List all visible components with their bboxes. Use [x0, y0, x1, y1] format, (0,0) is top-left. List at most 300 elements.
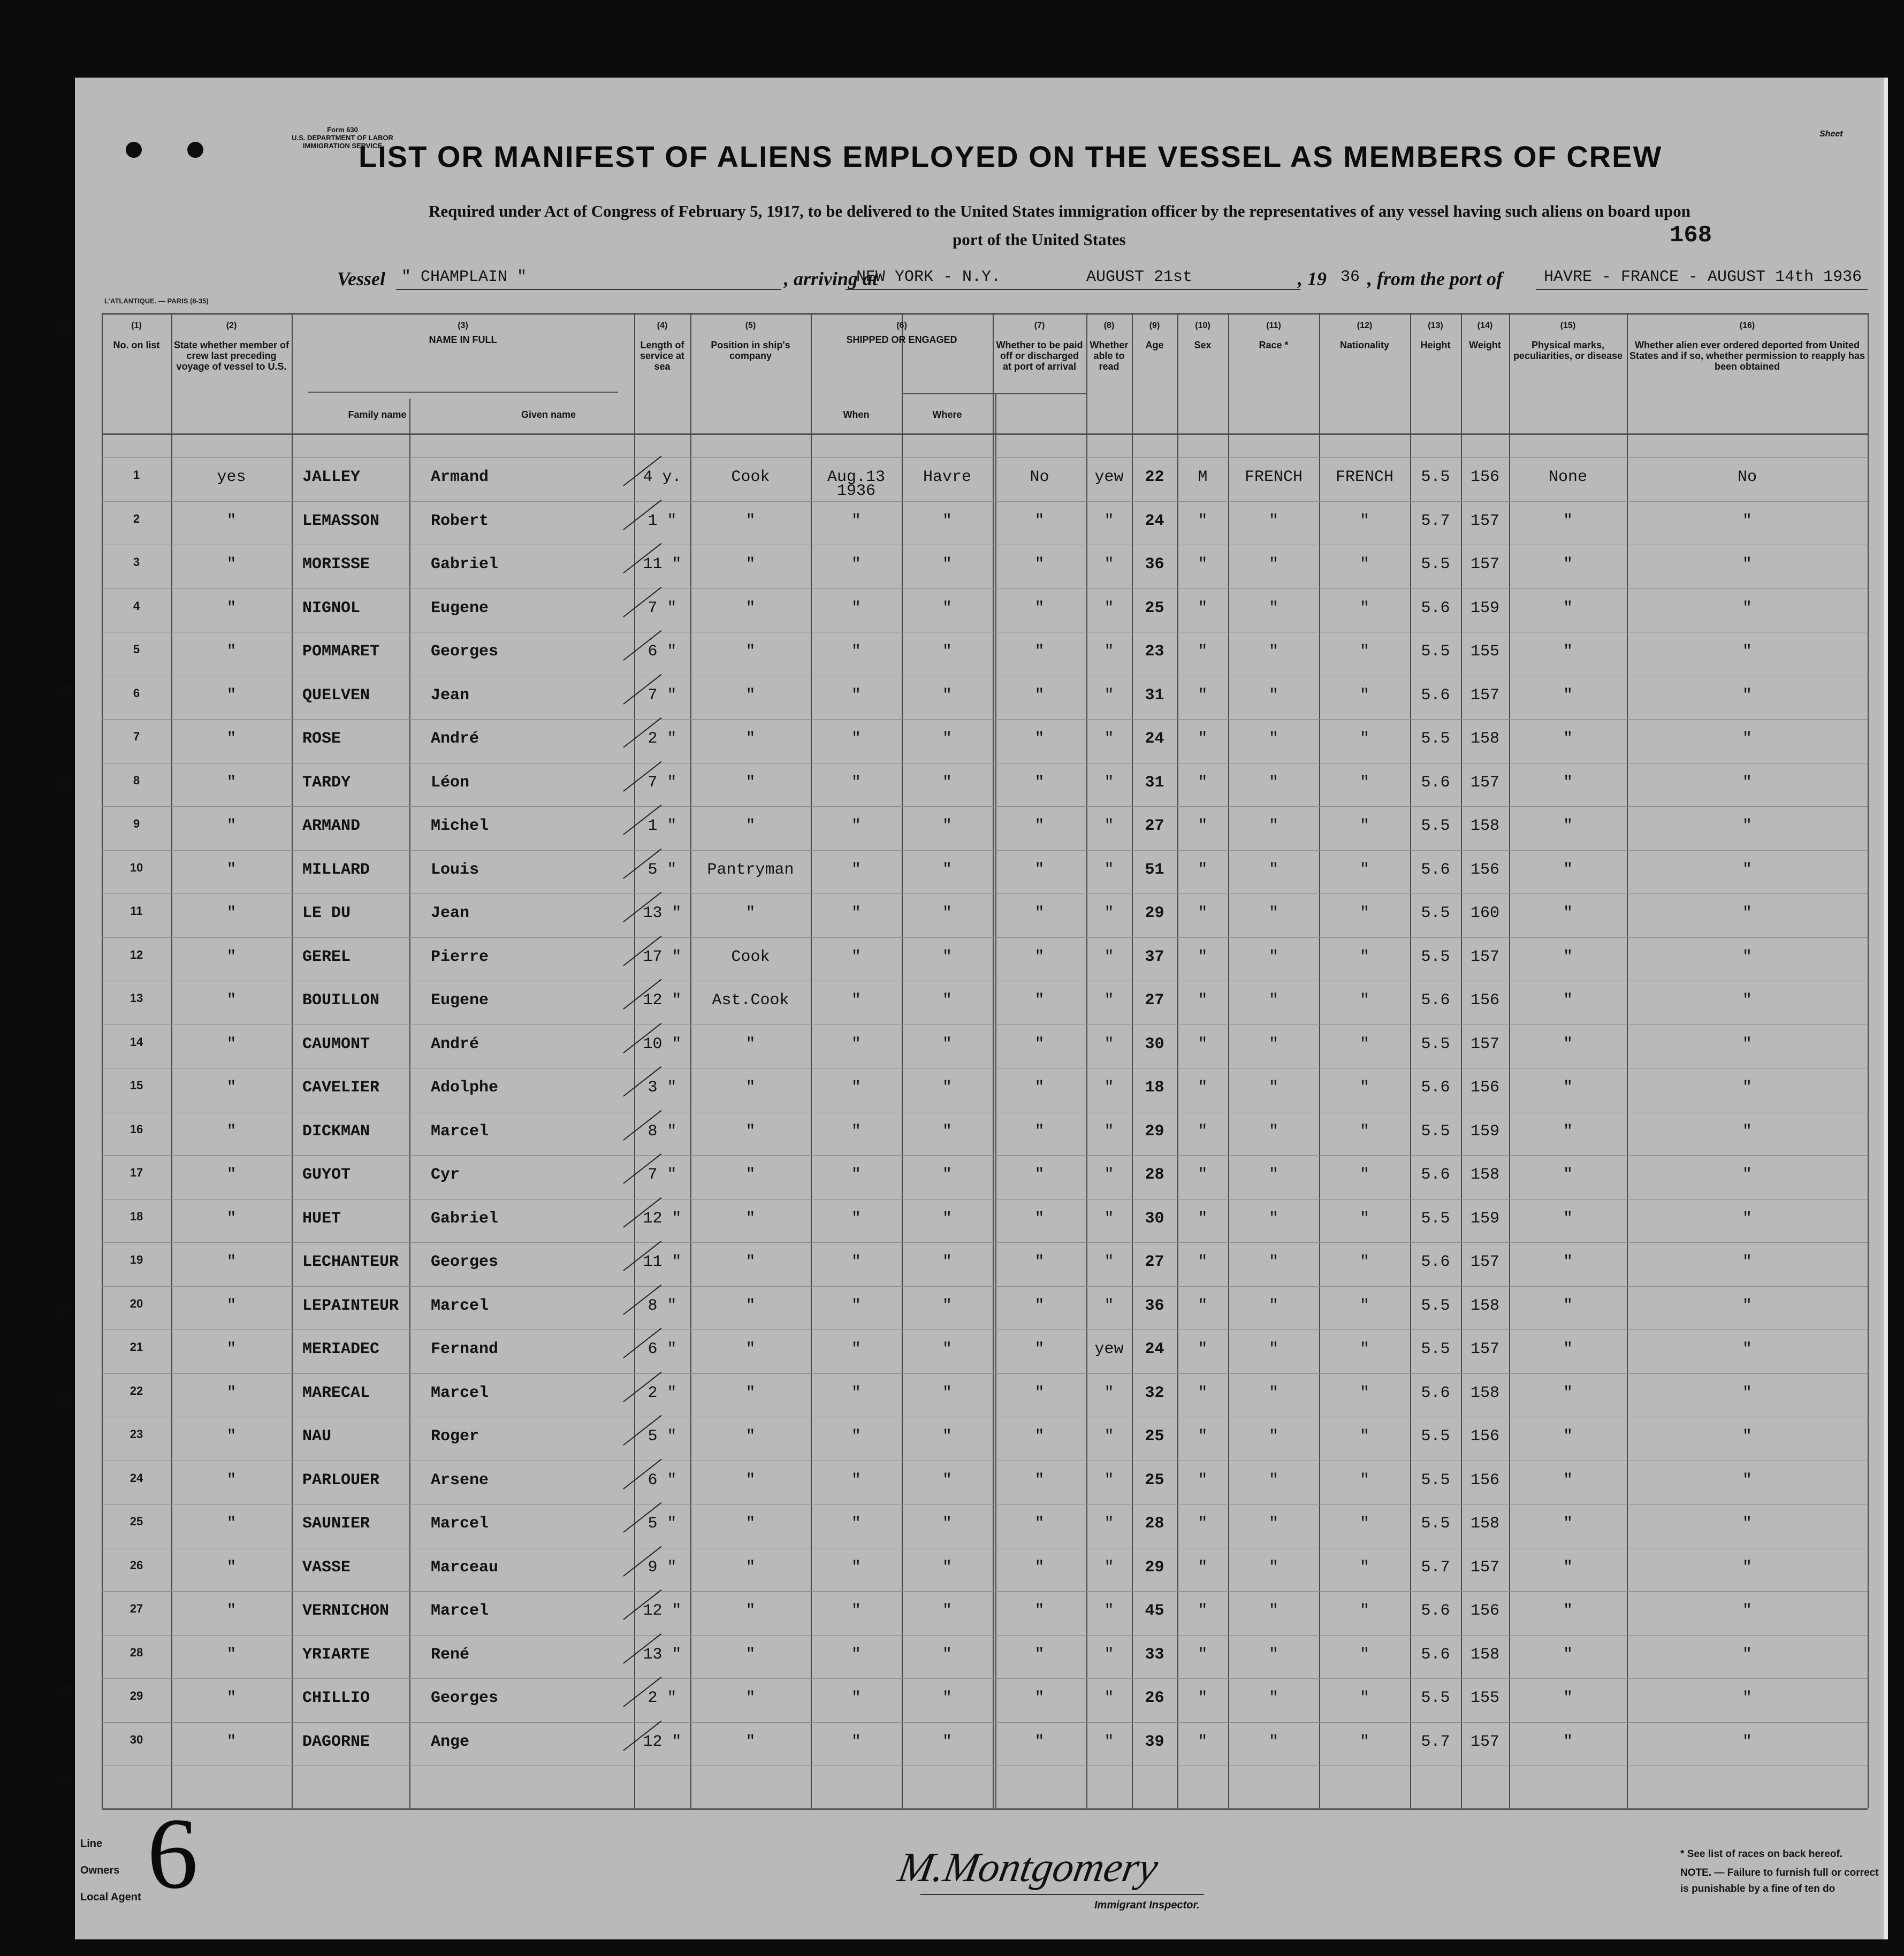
race-cell: ": [1268, 643, 1279, 661]
physical-marks-cell: ": [1563, 1209, 1573, 1228]
race-cell: ": [1268, 948, 1279, 966]
previous-voyage-cell: ": [226, 1122, 237, 1141]
previous-voyage-cell: ": [226, 1689, 237, 1707]
weight-cell: 159: [1470, 599, 1500, 617]
family-name-cell: POMMARET: [302, 643, 380, 661]
shipped-where-cell: ": [942, 1427, 953, 1446]
shipped-when-cell: ": [851, 555, 862, 574]
weight-cell: 158: [1470, 817, 1500, 835]
physical-marks-cell: ": [1563, 860, 1573, 879]
shipped-where-cell: ": [942, 1645, 953, 1664]
name-subheader-rule: [308, 392, 618, 393]
family-name-cell: LE DU: [302, 904, 351, 922]
family-name-cell: SAUNIER: [302, 1515, 370, 1533]
row-number: 30: [130, 1732, 143, 1746]
column-number: (10): [1195, 321, 1210, 330]
age-cell: 27: [1145, 1253, 1164, 1271]
able-to-read-cell: ": [1104, 1602, 1114, 1620]
position-cell: ": [745, 1384, 756, 1402]
row-rule: [102, 1155, 1868, 1156]
position-cell: ": [745, 686, 756, 705]
previous-voyage-cell: ": [226, 1296, 237, 1315]
shipped-when-cell: ": [851, 1209, 862, 1228]
deported-cell: ": [1742, 904, 1753, 922]
shipped-when-cell: ": [851, 904, 862, 922]
age-cell: 22: [1145, 468, 1164, 486]
able-to-read-cell: yew: [1094, 468, 1124, 486]
weight-cell: 157: [1470, 1035, 1500, 1053]
race-cell: ": [1268, 1384, 1279, 1402]
shipped-when-cell: ": [851, 1035, 862, 1053]
family-name-cell: MILLARD: [302, 860, 370, 879]
physical-marks-cell: ": [1563, 1253, 1573, 1271]
nationality-cell: ": [1359, 773, 1370, 792]
position-cell: Ast.Cook: [712, 991, 789, 1010]
binder-hole: [56, 776, 72, 792]
position-cell: ": [745, 730, 756, 748]
sex-cell: ": [1198, 599, 1208, 617]
weight-cell: 157: [1470, 686, 1500, 705]
race-cell: ": [1268, 1515, 1279, 1533]
nationality-cell: ": [1359, 1602, 1370, 1620]
sex-cell: ": [1198, 817, 1208, 835]
physical-marks-cell: ": [1563, 817, 1573, 835]
deported-cell: ": [1742, 817, 1753, 835]
height-cell: 5.5: [1421, 1471, 1450, 1489]
arrival-port[interactable]: NEW YORK - N.Y.: [856, 268, 1001, 286]
age-cell: 37: [1145, 948, 1164, 966]
deported-cell: ": [1742, 555, 1753, 574]
column-number: (16): [1739, 321, 1755, 330]
family-name-cell: GEREL: [302, 948, 351, 966]
binder-hole: [56, 1683, 72, 1699]
given-name-cell: Marceau: [431, 1558, 499, 1577]
paid-off-cell: ": [1034, 1166, 1045, 1184]
race-cell: ": [1268, 1471, 1279, 1489]
previous-voyage-cell: ": [226, 860, 237, 879]
shipped-when-cell: ": [851, 1515, 862, 1533]
physical-marks-cell: ": [1563, 599, 1573, 617]
race-cell: ": [1268, 1340, 1279, 1358]
row-number: 7: [133, 730, 140, 743]
given-name-cell: Marcel: [431, 1515, 489, 1533]
position-cell: ": [745, 1253, 756, 1271]
given-name-cell: Fernand: [431, 1340, 499, 1358]
race-cell: ": [1268, 817, 1279, 835]
nationality-cell: ": [1359, 1035, 1370, 1053]
row-number: 5: [133, 643, 140, 656]
race-cell: ": [1268, 1253, 1279, 1271]
given-name-cell: Marcel: [431, 1296, 489, 1315]
column-number: (11): [1266, 321, 1281, 330]
paid-off-cell: ": [1034, 1340, 1045, 1358]
position-cell: ": [745, 1079, 756, 1097]
family-name-cell: NIGNOL: [302, 599, 361, 617]
paid-off-cell: ": [1034, 773, 1045, 792]
sex-cell: ": [1198, 1296, 1208, 1315]
race-cell: ": [1268, 773, 1279, 792]
service-length-cell: 12 ": [643, 991, 682, 1010]
deported-cell: ": [1742, 1253, 1753, 1271]
races-note: * See list of races on back hereof.: [1680, 1848, 1843, 1860]
deported-cell: ": [1742, 1645, 1753, 1664]
physical-marks-cell: ": [1563, 1122, 1573, 1141]
shipped-when-cell: ": [851, 1384, 862, 1402]
service-length-cell: 12 ": [643, 1602, 682, 1620]
column-header: NAME IN FULL: [429, 334, 497, 345]
sex-cell: ": [1198, 1340, 1208, 1358]
weight-cell: 158: [1470, 1166, 1500, 1184]
position-cell: Pantryman: [707, 860, 794, 879]
service-length-cell: 1 ": [648, 511, 677, 530]
deported-cell: ": [1742, 1209, 1753, 1228]
paid-off-cell: ": [1034, 1384, 1045, 1402]
family-name-cell: VERNICHON: [302, 1602, 390, 1620]
row-number: 29: [130, 1689, 143, 1702]
paid-off-cell: ": [1034, 1689, 1045, 1707]
deported-cell: ": [1742, 860, 1753, 879]
column-header: Whether to be paid off or discharged at port of arrival: [996, 340, 1083, 372]
shipped-where-cell: ": [942, 1340, 953, 1358]
arrival-date[interactable]: AUGUST 21st: [1086, 268, 1193, 286]
family-name-cell: LEMASSON: [302, 511, 380, 530]
age-cell: 45: [1145, 1602, 1164, 1620]
row-number: 26: [130, 1558, 143, 1572]
crew-table: [75, 78, 1884, 1939]
sheet-number: 168: [1670, 222, 1712, 249]
height-cell: 5.6: [1421, 686, 1450, 705]
column-header: Position in ship's company: [711, 340, 790, 361]
shipped-when-cell: ": [851, 948, 862, 966]
weight-cell: 158: [1470, 1384, 1500, 1402]
shipped-where-cell: ": [942, 730, 953, 748]
column-rule: [1177, 313, 1178, 1808]
table-top-rule: [102, 313, 1868, 315]
position-cell: ": [745, 511, 756, 530]
height-cell: 5.5: [1421, 1427, 1450, 1446]
able-to-read-cell: ": [1104, 904, 1114, 922]
shipped-when-cell: ": [851, 1079, 862, 1097]
able-to-read-cell: ": [1104, 1035, 1114, 1053]
height-cell: 5.7: [1421, 1558, 1450, 1577]
form-number: Form 630: [327, 126, 358, 134]
given-name-cell: Adolphe: [431, 1079, 499, 1097]
vessel-label: Vessel: [337, 268, 385, 289]
given-name-cell: Jean: [431, 686, 470, 705]
given-name-cell: Ange: [431, 1732, 470, 1751]
column-number: (4): [657, 321, 668, 330]
row-number: 18: [130, 1209, 143, 1223]
nationality-cell: ": [1359, 1558, 1370, 1577]
sex-cell: ": [1198, 860, 1208, 879]
given-name-cell: Georges: [431, 1253, 499, 1271]
race-cell: ": [1268, 730, 1279, 748]
service-length-cell: 11 ": [643, 1253, 682, 1271]
paid-off-cell: ": [1034, 860, 1045, 879]
local-agent-label: Local Agent: [80, 1891, 141, 1903]
shipped-where-cell: ": [942, 1471, 953, 1489]
physical-marks-cell: ": [1563, 1602, 1573, 1620]
able-to-read-cell: ": [1104, 991, 1114, 1010]
row-rule: [102, 1373, 1868, 1374]
deported-cell: ": [1742, 1732, 1753, 1751]
nationality-cell: ": [1359, 1732, 1370, 1751]
sex-cell: ": [1198, 1209, 1208, 1228]
race-cell: ": [1268, 511, 1279, 530]
column-rule: [634, 313, 635, 1808]
shipped-where-cell: ": [942, 817, 953, 835]
given-name-cell: André: [431, 1035, 479, 1053]
given-name-cell: Armand: [431, 468, 489, 486]
age-cell: 25: [1145, 1471, 1164, 1489]
service-length-cell: 7 ": [648, 686, 677, 705]
previous-voyage-cell: yes: [217, 468, 246, 486]
shipped-when-cell: ": [851, 1427, 862, 1446]
shipped-where-cell: ": [942, 1253, 953, 1271]
sex-cell: ": [1198, 1079, 1208, 1097]
column-header: State whether member of crew last preceding voyage of vessel to U.S.: [173, 340, 290, 372]
service-length-cell: 9 ": [648, 1558, 677, 1577]
age-cell: 24: [1145, 730, 1164, 748]
paid-off-cell: ": [1034, 1296, 1045, 1315]
physical-marks-cell: ": [1563, 1732, 1573, 1751]
weight-cell: 158: [1470, 730, 1500, 748]
row-rule: [102, 1635, 1868, 1636]
nationality-cell: ": [1359, 1515, 1370, 1533]
sex-cell: ": [1198, 686, 1208, 705]
row-rule: [102, 719, 1868, 720]
row-number: 16: [130, 1122, 143, 1136]
sex-cell: ": [1198, 991, 1208, 1010]
nationality-cell: ": [1359, 948, 1370, 966]
position-cell: ": [745, 1035, 756, 1053]
row-rule: [102, 1286, 1868, 1287]
height-cell: 5.5: [1421, 817, 1450, 835]
weight-cell: 158: [1470, 1645, 1500, 1664]
paid-off-cell: No: [1030, 468, 1049, 486]
column-rule: [171, 313, 172, 1808]
weight-cell: 159: [1470, 1122, 1500, 1141]
race-cell: ": [1268, 555, 1279, 574]
column-subheader: Family name: [348, 409, 407, 420]
weight-cell: 158: [1470, 1515, 1500, 1533]
physical-marks-cell: ": [1563, 730, 1573, 748]
sex-cell: ": [1198, 1122, 1208, 1141]
position-cell: ": [745, 1427, 756, 1446]
service-length-cell: 17 ": [643, 948, 682, 966]
position-cell: ": [745, 773, 756, 792]
able-to-read-cell: ": [1104, 1471, 1114, 1489]
height-cell: 5.6: [1421, 991, 1450, 1010]
row-number: 13: [130, 991, 143, 1005]
vessel-name[interactable]: " CHAMPLAIN ": [401, 268, 527, 286]
column-header: Sex: [1194, 340, 1212, 350]
arriving-label: , arriving at: [784, 268, 878, 289]
able-to-read-cell: ": [1104, 1558, 1114, 1577]
previous-voyage-cell: ": [226, 555, 237, 574]
paid-off-cell: ": [1034, 904, 1045, 922]
age-cell: 30: [1145, 1209, 1164, 1228]
given-name-cell: Marcel: [431, 1602, 489, 1620]
family-name-cell: NAU: [302, 1427, 332, 1446]
height-cell: 5.7: [1421, 511, 1450, 530]
able-to-read-cell: ": [1104, 1209, 1114, 1228]
family-name-cell: CAUMONT: [302, 1035, 370, 1053]
row-rule: [102, 1591, 1868, 1592]
column-subheader: Given name: [521, 409, 576, 420]
deported-cell: ": [1742, 1296, 1753, 1315]
able-to-read-cell: ": [1104, 1427, 1114, 1446]
able-to-read-cell: ": [1104, 1079, 1114, 1097]
physical-marks-cell: ": [1563, 555, 1573, 574]
paid-off-cell: ": [1034, 1253, 1045, 1271]
physical-marks-cell: ": [1563, 1166, 1573, 1184]
deported-cell: ": [1742, 773, 1753, 792]
column-rule: [292, 313, 293, 1808]
shipped-when-cell: ": [851, 1645, 862, 1664]
paid-off-cell: ": [1034, 511, 1045, 530]
paid-off-cell: ": [1034, 1471, 1045, 1489]
deported-cell: ": [1742, 1035, 1753, 1053]
column-rule: [1461, 313, 1462, 1808]
service-name: IMMIGRATION SERVICE: [302, 142, 383, 150]
able-to-read-cell: ": [1104, 1515, 1114, 1533]
column-rule: [1319, 313, 1320, 1808]
age-cell: 31: [1145, 686, 1164, 705]
row-number: 9: [133, 817, 140, 830]
nationality-cell: ": [1359, 1645, 1370, 1664]
shipped-where-cell: Havre: [923, 468, 972, 486]
able-to-read-cell: ": [1104, 599, 1114, 617]
service-length-cell: 2 ": [648, 1384, 677, 1402]
sex-cell: ": [1198, 948, 1208, 966]
family-name-cell: DAGORNE: [302, 1732, 370, 1751]
paid-off-cell: ": [1034, 643, 1045, 661]
height-cell: 5.6: [1421, 1645, 1450, 1664]
age-cell: 27: [1145, 817, 1164, 835]
shipped-when-cell: ": [851, 599, 862, 617]
column-rule: [690, 313, 691, 1808]
given-name-cell: Jean: [431, 904, 470, 922]
weight-cell: 156: [1470, 468, 1500, 486]
race-cell: ": [1268, 1079, 1279, 1097]
nationality-cell: ": [1359, 1340, 1370, 1358]
paid-off-cell: ": [1034, 1732, 1045, 1751]
nationality-cell: ": [1359, 599, 1370, 617]
given-name-cell: Michel: [431, 817, 489, 835]
family-name-cell: GUYOT: [302, 1166, 351, 1184]
sex-cell: ": [1198, 1515, 1208, 1533]
position-cell: ": [745, 1645, 756, 1664]
race-cell: ": [1268, 1689, 1279, 1707]
column-number: (8): [1103, 321, 1115, 330]
arrival-year[interactable]: 36: [1341, 268, 1360, 286]
given-name-cell: Georges: [431, 643, 499, 661]
height-cell: 5.6: [1421, 773, 1450, 792]
paid-off-cell: ": [1034, 1209, 1045, 1228]
sex-cell: ": [1198, 1035, 1208, 1053]
race-cell: ": [1268, 686, 1279, 705]
given-name-cell: Roger: [431, 1427, 479, 1446]
column-rule: [1868, 313, 1869, 1808]
column-header: Physical marks, peculiarities, or disease: [1513, 340, 1623, 361]
row-rule: [102, 1242, 1868, 1243]
deported-cell: ": [1742, 1427, 1753, 1446]
paid-off-cell: ": [1034, 730, 1045, 748]
row-number: 11: [130, 904, 143, 918]
height-cell: 5.5: [1421, 468, 1450, 486]
physical-marks-cell: ": [1563, 511, 1573, 530]
deported-cell: ": [1742, 1689, 1753, 1707]
service-length-cell: 7 ": [648, 599, 677, 617]
family-name-cell: CAVELIER: [302, 1079, 380, 1097]
given-name-cell: Georges: [431, 1689, 499, 1707]
given-name-cell: René: [431, 1645, 470, 1664]
service-length-cell: 13 ": [643, 1645, 682, 1664]
height-cell: 5.5: [1421, 1515, 1450, 1533]
weight-cell: 158: [1470, 1296, 1500, 1315]
sex-cell: ": [1198, 1253, 1208, 1271]
position-cell: ": [745, 1166, 756, 1184]
deported-cell: ": [1742, 1558, 1753, 1577]
position-cell: ": [745, 1689, 756, 1707]
shipped-where-cell: ": [942, 1079, 953, 1097]
weight-cell: 159: [1470, 1209, 1500, 1228]
age-cell: 39: [1145, 1732, 1164, 1751]
previous-voyage-cell: ": [226, 1035, 237, 1053]
row-number: 1: [133, 468, 140, 482]
previous-voyage-cell: ": [226, 773, 237, 792]
department-name: U.S. DEPARTMENT OF LABOR: [292, 134, 393, 142]
weight-cell: 157: [1470, 555, 1500, 574]
deported-cell: ": [1742, 730, 1753, 748]
nationality-cell: ": [1359, 1471, 1370, 1489]
paid-off-cell: ": [1034, 948, 1045, 966]
service-length-cell: 4 y.: [643, 468, 682, 486]
shipped-where-cell: ": [942, 1384, 953, 1402]
shipped-when-cell: ": [851, 730, 862, 748]
physical-marks-cell: ": [1563, 1035, 1573, 1053]
position-cell: Cook: [731, 948, 770, 966]
deported-cell: ": [1742, 1079, 1753, 1097]
family-name-cell: MARECAL: [302, 1384, 370, 1402]
race-cell: ": [1268, 599, 1279, 617]
shipped-when-cell: ": [851, 511, 862, 530]
paid-off-cell: ": [1034, 1558, 1045, 1577]
age-cell: 25: [1145, 1427, 1164, 1446]
table-bottom-rule: [102, 1808, 1868, 1810]
paid-off-cell: ": [1034, 1079, 1045, 1097]
shipped-when-cell: ": [851, 1166, 862, 1184]
able-to-read-cell: ": [1104, 1689, 1114, 1707]
age-cell: 36: [1145, 555, 1164, 574]
height-cell: 5.5: [1421, 1689, 1450, 1707]
weight-cell: 155: [1470, 1689, 1500, 1707]
family-name-cell: ROSE: [302, 730, 341, 748]
family-name-cell: LECHANTEUR: [302, 1253, 399, 1271]
shipped-where-cell: ": [942, 1689, 953, 1707]
row-rule: [102, 806, 1868, 807]
position-cell: ": [745, 1515, 756, 1533]
race-cell: ": [1268, 1122, 1279, 1141]
departure-port[interactable]: HAVRE - FRANCE - AUGUST 14th 1936: [1544, 268, 1862, 286]
binder-hole: [56, 318, 72, 334]
height-cell: 5.5: [1421, 1209, 1450, 1228]
column-number: (5): [745, 321, 756, 330]
height-cell: 5.6: [1421, 1166, 1450, 1184]
deported-cell: ": [1742, 1515, 1753, 1533]
position-cell: ": [745, 1471, 756, 1489]
